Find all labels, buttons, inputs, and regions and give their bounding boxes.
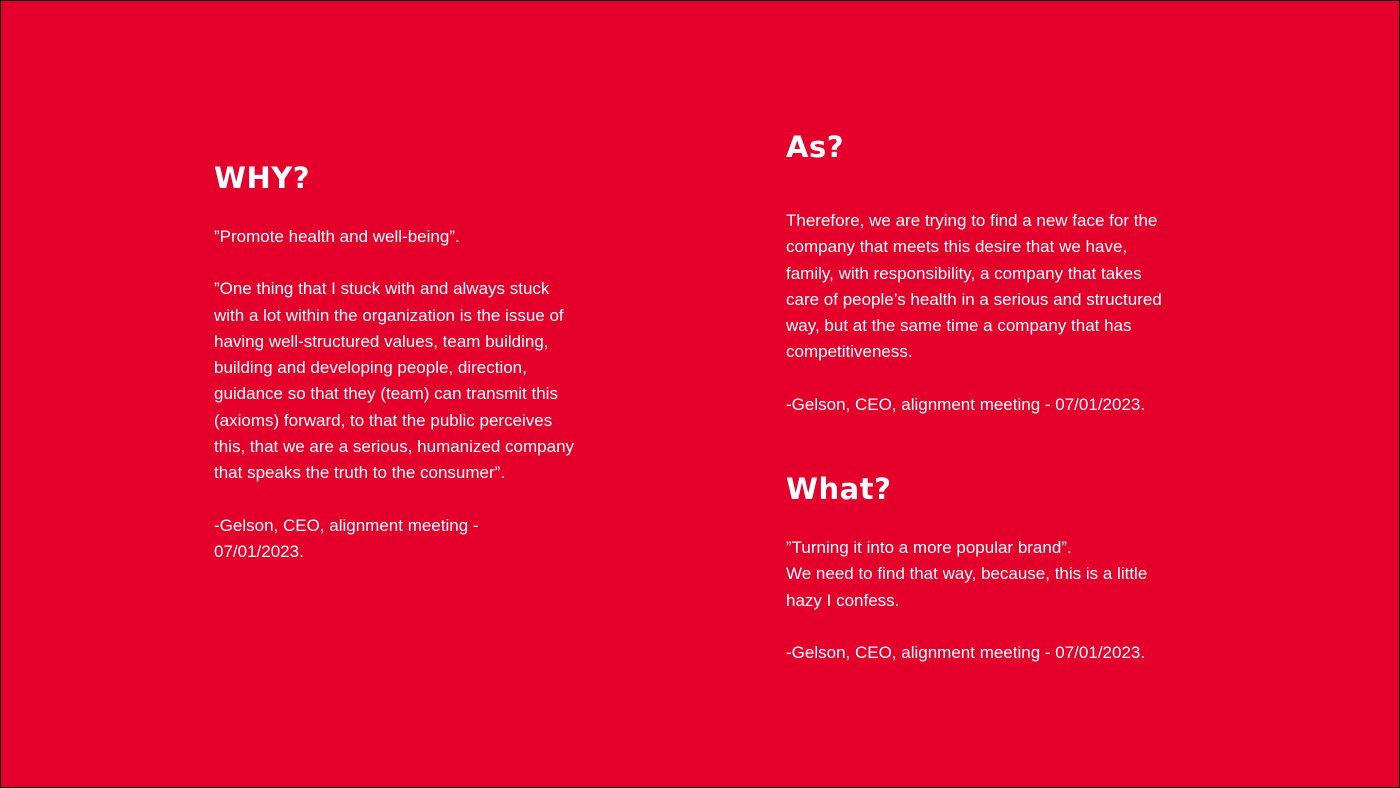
why-attribution: -Gelson, CEO, alignment meeting - 07/01/2023.	[214, 515, 479, 561]
why-heading: WHY?	[214, 161, 311, 195]
spacer	[214, 487, 614, 513]
as-attribution: -Gelson, CEO, alignment meeting - 07/01/2023.	[786, 394, 1146, 414]
spacer	[214, 250, 614, 276]
as-section	[786, 129, 1206, 418]
why-section	[214, 160, 614, 565]
what-section	[786, 471, 1206, 666]
slide	[1, 1, 1399, 787]
why-ceo-quote: ”One thing that I stuck with and always stuck with a lot within the organization is the issue of having well-structured values, team building, building and developing people, direction, guidance so that they (team) can transmit this (axioms) forward, to that the public perceives this, that we are a serious, humanized company that speaks the truth to the consumer”.	[214, 279, 575, 483]
what-body: ”Turning it into a more popular brand”. We need to find that way, because, this is a little hazy I confess.	[786, 538, 1148, 610]
why-lead-quote: ”Promote health and well-being”.	[214, 227, 460, 246]
spacer	[786, 366, 1206, 392]
what-heading: What?	[786, 472, 892, 506]
as-heading: As?	[786, 130, 845, 164]
as-body: Therefore, we are trying to find a new face for the company that meets this desire that we have, family, with responsibility, a company that takes care of people’s health in a serious and structured way, but at the same time a company that has competitiveness.	[786, 211, 1162, 362]
what-attribution: -Gelson, CEO, alignment meeting - 07/01/2023.	[786, 642, 1146, 662]
spacer	[786, 614, 1206, 640]
